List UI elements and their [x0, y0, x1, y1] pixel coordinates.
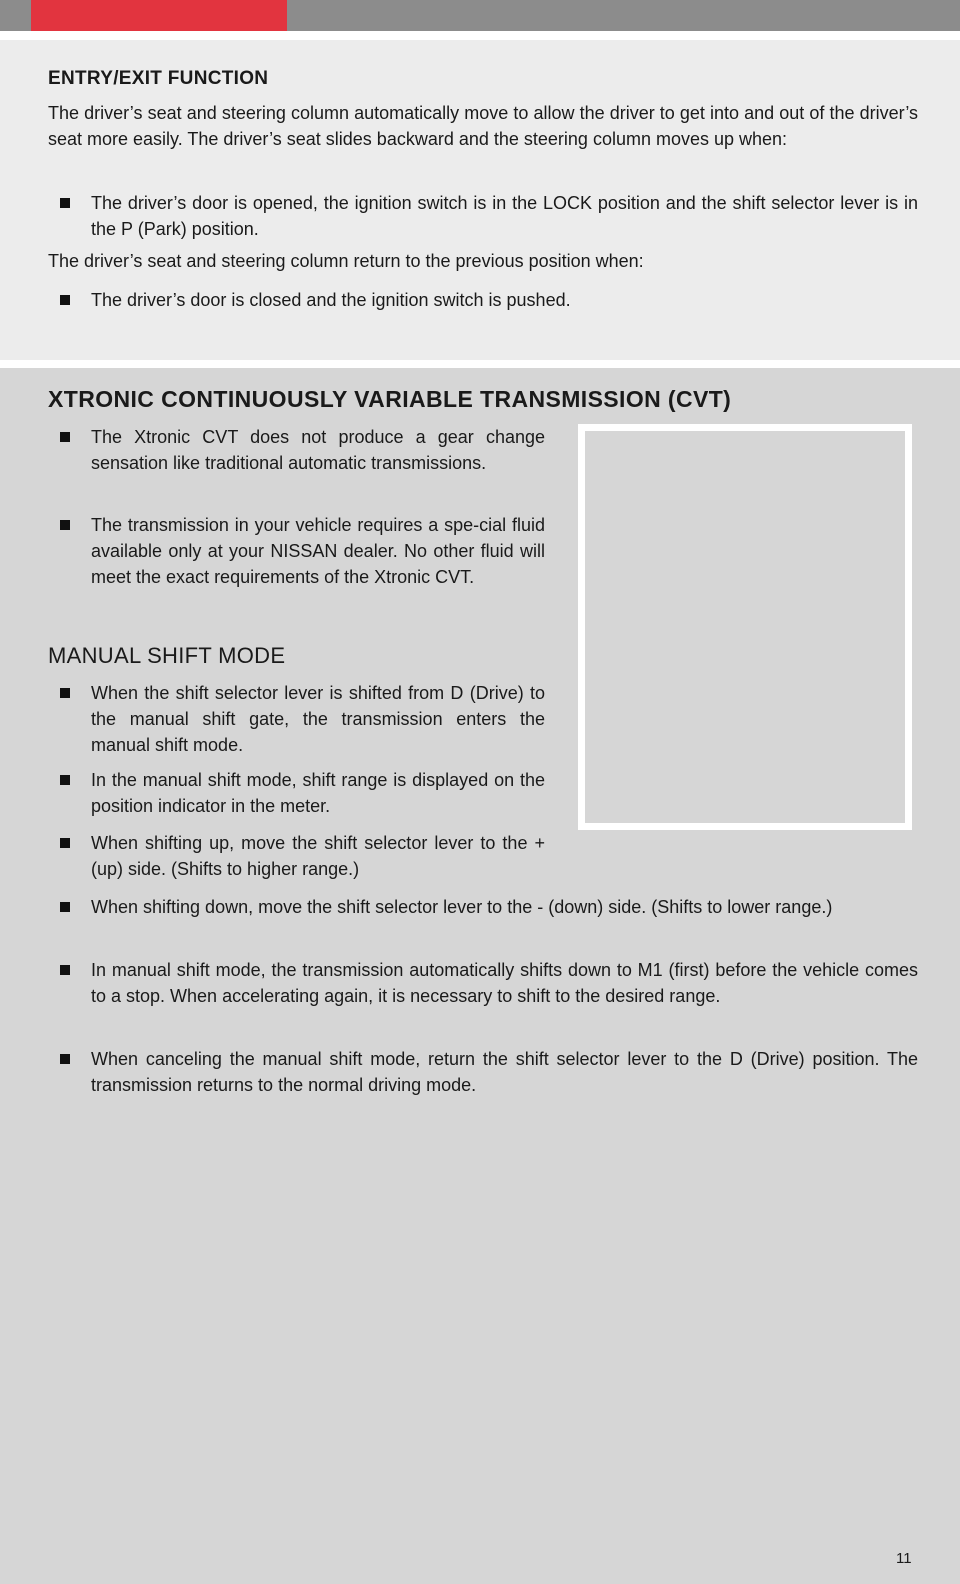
top-color-bar: [0, 0, 960, 31]
cvt-heading: XTRONIC CONTINUOUSLY VARIABLE TRANSMISSION (CVT): [48, 386, 732, 412]
entry-exit-intro: The driver’s seat and steering column automatically move to allow the driver to get into and out of the driver’s seat more easily. The driver’s seat slides backward and the steering column moves up when:: [48, 103, 918, 149]
list-item-text: The driver’s door is closed and the ignition switch is pushed.: [91, 290, 571, 310]
list-item-text: The driver’s door is opened, the ignition switch is in the LOCK position and the shift selector lever is in the P (Park) position.: [91, 193, 918, 239]
list-item: [91, 424, 545, 476]
square-bullet-icon: [60, 688, 70, 698]
square-bullet-icon: [60, 295, 70, 305]
list-item-text: When shifting up, move the shift selector lever to the + (up) side. (Shifts to higher range.): [91, 833, 545, 879]
list-item: [91, 190, 918, 242]
manual-shift-heading: MANUAL SHIFT MODE: [48, 643, 286, 668]
square-bullet-icon: [60, 520, 70, 530]
list-item: [91, 830, 545, 882]
red-accent-tab: [31, 0, 287, 31]
list-item-text: The transmission in your vehicle requires a spe-cial fluid available only at your NISSAN dealer. No other fluid will meet the exact requirements of the Xtronic CVT.: [91, 515, 545, 587]
panel-separator: [0, 360, 960, 368]
list-item: [91, 894, 918, 920]
list-item-text: In manual shift mode, the transmission automatically shifts down to M1 (first) before the vehicle comes to a stop. When accelerating again, it is necessary to shift to the desired range.: [91, 960, 918, 1006]
list-item: [91, 512, 545, 590]
square-bullet-icon: [60, 1054, 70, 1064]
square-bullet-icon: [60, 838, 70, 848]
square-bullet-icon: [60, 775, 70, 785]
shift-lever-photo: [578, 424, 912, 830]
list-item: [91, 680, 545, 758]
list-item: [91, 287, 918, 313]
entry-exit-heading: ENTRY/EXIT FUNCTION: [48, 68, 269, 89]
list-item-text: The Xtronic CVT does not produce a gear change sensation like traditional automatic transmissions.: [91, 427, 545, 473]
list-item-text: When shifting down, move the shift selector lever to the - (down) side. (Shifts to lower range.): [91, 897, 833, 917]
list-item: [91, 1046, 918, 1098]
square-bullet-icon: [60, 198, 70, 208]
entry-exit-return-text: The driver’s seat and steering column return to the previous position when:: [48, 251, 644, 271]
square-bullet-icon: [60, 432, 70, 442]
list-item-text: In the manual shift mode, shift range is displayed on the position indicator in the meter.: [91, 770, 545, 816]
square-bullet-icon: [60, 965, 70, 975]
list-item-text: When canceling the manual shift mode, return the shift selector lever to the D (Drive) position. The transmission returns to the normal driving mode.: [91, 1049, 918, 1095]
list-item: [91, 767, 545, 819]
list-item: [91, 957, 918, 1009]
list-item-text: When the shift selector lever is shifted from D (Drive) to the manual shift gate, the transmission enters the manual shift mode.: [91, 683, 545, 755]
square-bullet-icon: [60, 902, 70, 912]
page-number: 11: [896, 1550, 912, 1567]
top-gap: [0, 31, 960, 40]
